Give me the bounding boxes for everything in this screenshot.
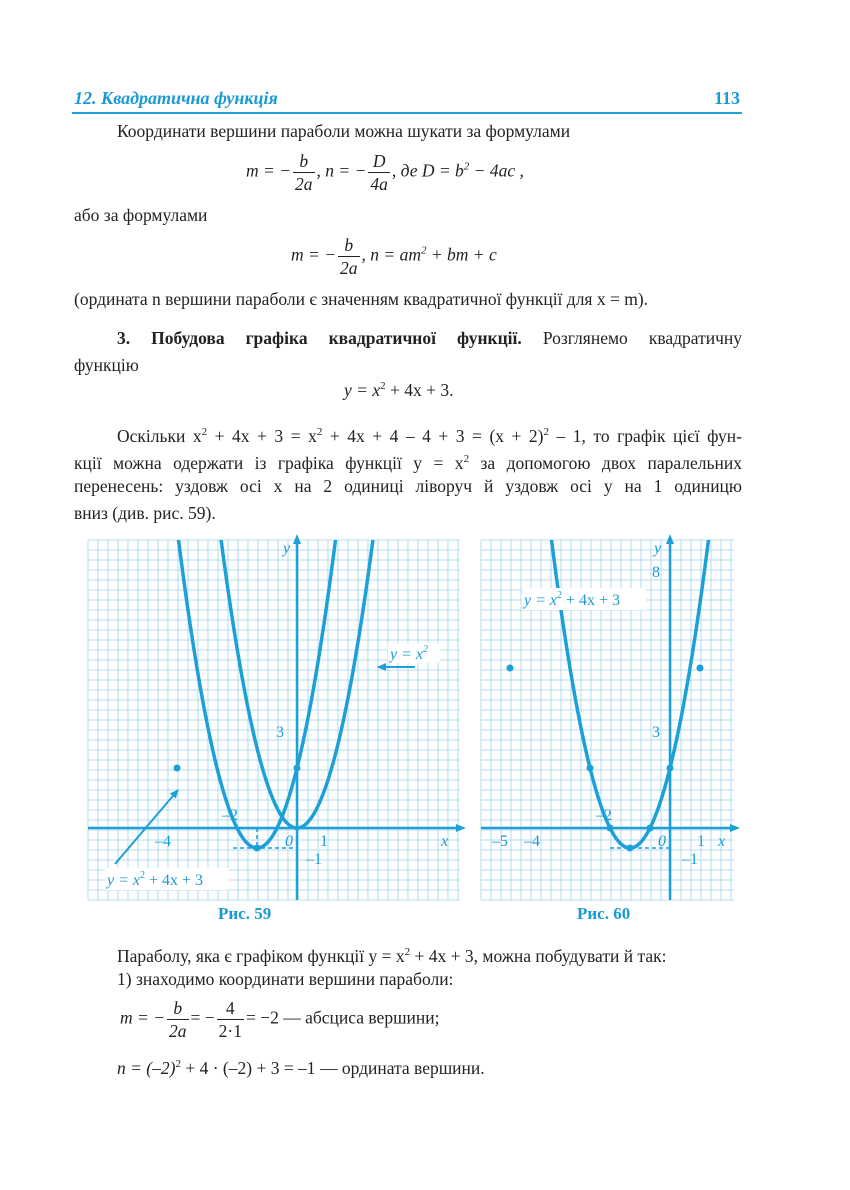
formula-vertex-n: $n = (-2)^2 + 4 \cdot (-2) + 3 = -1$ — ордината вершини. bbox=[117, 1057, 485, 1078]
section-3-line-2: функцію bbox=[74, 355, 139, 375]
axis-y-label-60: y bbox=[654, 540, 662, 557]
tick-minus4-60: –4 bbox=[524, 833, 540, 850]
paragraph-shift-3: перенесень: уздовж осі x на 2 одиниці ліворуч й уздовж осі y на 1 одиницю bbox=[74, 476, 742, 496]
paragraph-shift-2: кції можна одержати із графіка функції $y = x^2$ за допомогою двох паралельних bbox=[74, 452, 742, 473]
paragraph-shift-4: вниз (див. рис. 59). bbox=[74, 503, 216, 523]
formula-2: m = − $\frac{b}{2a}$ , $n = am^2$ + bm + c bbox=[291, 235, 497, 278]
svg-text:y = x2 + 4x + 3: $y = x^2 + 4x + 3$ bbox=[107, 870, 204, 889]
label-quadratic-60 bbox=[522, 588, 646, 610]
svg-text:y = x2 + 4x + 3: $y = x^2 + 4x + 3$ bbox=[524, 590, 621, 609]
label-y-x2-59 bbox=[388, 643, 440, 663]
point-vertex-59 bbox=[254, 845, 261, 852]
point-1-8-60 bbox=[697, 665, 704, 672]
point-vertex-60 bbox=[627, 845, 634, 852]
tick-0-60: 0 bbox=[658, 833, 666, 850]
formula-1-tail: − 4ac , bbox=[469, 160, 524, 181]
point-0-3-60 bbox=[667, 765, 674, 772]
point-m1-0-60 bbox=[647, 825, 654, 832]
tick-3-59: 3 bbox=[276, 724, 284, 741]
tick-minus2-60: –2 bbox=[596, 807, 612, 824]
paragraph-intro: Координати вершини параболи можна шукати за формулами bbox=[117, 121, 571, 141]
tick-8-60: 8 bbox=[652, 564, 660, 581]
paragraph-ordinate: (ордината n вершини параболи є значенням квадратичної функції для x = m). bbox=[74, 289, 649, 309]
x-axis-arrow-59 bbox=[456, 824, 466, 832]
page-number: 113 bbox=[713, 88, 740, 108]
fraction-b-2a: $\frac{b}{2a}$ bbox=[295, 151, 313, 194]
formula-1-where: , де D = b bbox=[391, 160, 464, 181]
y-axis-arrow-60 bbox=[666, 534, 674, 544]
tick-minus4-59: –4 bbox=[155, 833, 171, 850]
section-3-heading: 3. Побудова графіка квадратичної функції. bbox=[117, 328, 522, 348]
step-1: 1) знаходимо координати вершини параболи: bbox=[117, 969, 454, 989]
point-m4-3-60 bbox=[587, 765, 594, 772]
fraction-d-4a: $\frac{D}{4a}$ bbox=[370, 151, 388, 194]
y-axis-arrow-59 bbox=[293, 534, 301, 544]
fraction-b-2a-2: $\frac{b}{2a}$ bbox=[340, 235, 358, 278]
section-3-line-1: 3. Побудова графіка квадратичної функції. Розглянемо квадратичну bbox=[117, 328, 743, 348]
axis-x-label-60: x bbox=[718, 833, 726, 850]
axis-x-label-59: x bbox=[441, 833, 449, 850]
tick-minus1-60: –1 bbox=[682, 851, 698, 868]
x-axis-arrow-60 bbox=[730, 824, 740, 832]
formula-1: m = − $\frac{b}{2a}$ , n = − $\frac{D}{4a}$ , де $D = b^2 - 4ac$ , bbox=[246, 151, 524, 194]
formula-1-n: , n = − bbox=[316, 160, 367, 181]
tick-1-60: 1 bbox=[697, 833, 705, 850]
caption-figure-60: Рис. 60 bbox=[577, 904, 631, 923]
formula-vertex-m: m = − $\frac{b}{2a}$ = − $\frac{4}{2\cdot 1}$ = −2 — абсциса вершини; bbox=[120, 998, 440, 1041]
tick-0-59: 0 bbox=[285, 833, 293, 850]
tick-1-59: 1 bbox=[320, 833, 328, 850]
axis-y-label-59: y bbox=[283, 540, 291, 557]
point-m3-0-60 bbox=[607, 825, 614, 832]
chapter-title: 12. Квадратична функція bbox=[74, 88, 278, 108]
paragraph-shift-1: Оскільки $x^2 + 4x + 3 = x^2 + 4x + 4 - 4 + 3 = (x + 2)^2 - 1$, то графік цієї фун- bbox=[117, 425, 742, 446]
svg-text:y = x2: $y = x^2$ bbox=[390, 644, 428, 663]
caption-figure-59: Рис. 59 bbox=[218, 904, 272, 923]
tick-3-60: 3 bbox=[652, 724, 660, 741]
tick-minus1-59: –1 bbox=[306, 851, 322, 868]
tick-minus5-60: –5 bbox=[492, 833, 508, 850]
point-0-3-59 bbox=[294, 765, 301, 772]
label-quadratic-59 bbox=[105, 868, 229, 890]
formula-3: $y = x^2 + 4x + 3$. bbox=[344, 380, 454, 400]
tick-minus2-59: –2 bbox=[222, 807, 238, 824]
paragraph-or: або за формулами bbox=[74, 205, 208, 225]
paragraph-alt-build: Параболу, яка є графіком функції $y = x^2 + 4x + 3$, можна побудувати й так: bbox=[117, 945, 667, 966]
point-m5-8-60 bbox=[507, 665, 514, 672]
point-m4-3-59 bbox=[174, 765, 181, 772]
formula-1-m: m = − bbox=[246, 160, 292, 181]
